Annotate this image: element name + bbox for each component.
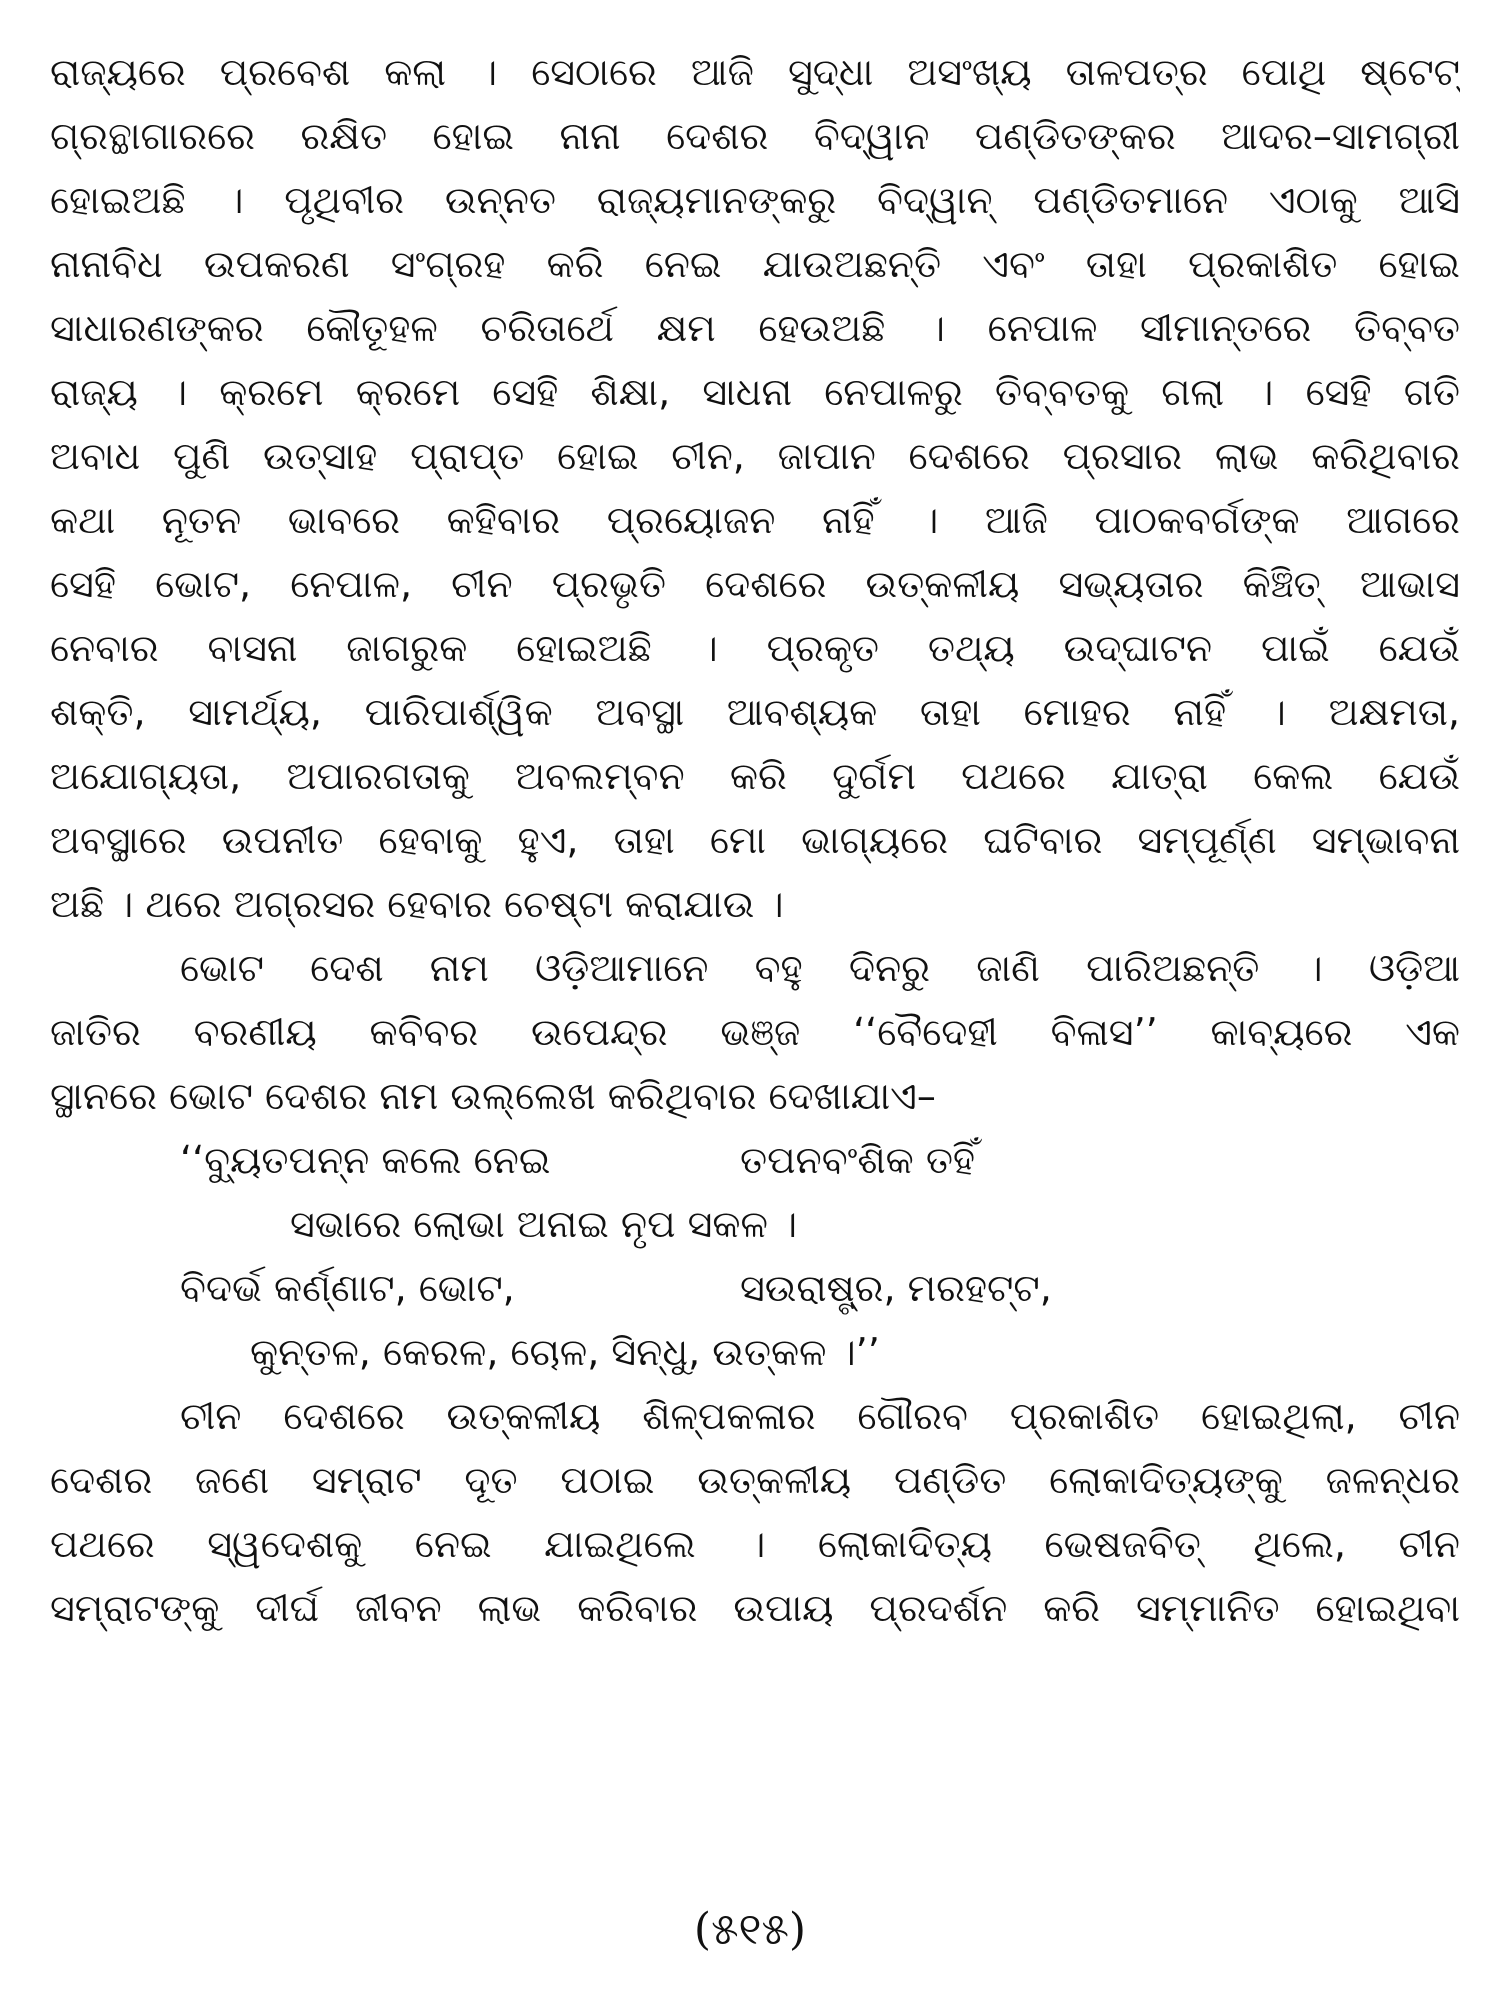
verse-line	[50, 1256, 1460, 1320]
paragraph-line: ଅବାଧ ପୁଣି ଉତ୍ସାହ ପ୍ରାପ୍ତ ହୋଇ ଚୀନ, ଜାପାନ ଦେଶରେ ପ୍ରସାର ଲାଭ କରିଥିବାର	[50, 434, 1460, 478]
verse-segment: ସଉରାଷ୍ଟ୍ର, ମରହଟ୍ଟ,	[740, 1266, 1052, 1310]
paragraph-line: ଶକ୍ତି, ସାମର୍ଥ୍ୟ, ପାରିପାର୍ଶ୍ୱିକ ଅବସ୍ଥା ଆବଶ୍ୟକ ତାହା ମୋହର ନାହିଁ । ଅକ୍ଷମତା,	[50, 690, 1460, 734]
paragraph-line: ସେହି ଭୋଟ, ନେପାଳ, ଚୀନ ପ୍ରଭୃତି ଦେଶରେ ଉତ୍କଳୀୟ ସଭ୍ୟତାର କିଞ୍ଚିତ୍ ଆଭାସ	[50, 562, 1460, 606]
verse-segment: ତପନବଂଶିକ ତହିଁ	[740, 1138, 976, 1182]
paragraph-line: ପଥରେ ସ୍ୱଦେଶକୁ ନେଇ ଯାଇଥିଲେ । ଲୋକାଦିତ୍ୟ ଭେଷଜବିତ୍ ଥିଲେ, ଚୀନ	[50, 1522, 1460, 1566]
paragraph-line: ଜାତିର ବରଣୀୟ କବିବର ଉପେନ୍ଦ୍ର ଭଞ୍ଜ ‘‘ବୈଦେହୀ ବିଳାସ’’ କାବ୍ୟରେ ଏକ	[50, 1010, 1460, 1054]
paragraph-line: ଅଯୋଗ୍ୟତା, ଅପାରଗତାକୁ ଅବଲମ୍ବନ କରି ଦୁର୍ଗମ ପଥରେ ଯାତ୍ରା କେଲ ଯେଉଁ	[50, 754, 1460, 798]
verse-line	[50, 1320, 1460, 1384]
paragraph-line: ସ୍ଥାନରେ ଭୋଟ ଦେଶର ନାମ ଉଲ୍ଲେଖ କରିଥିବାର ଦେଖାଯାଏ–	[50, 1074, 936, 1118]
paragraph-line: ଚୀନ ଦେଶରେ ଉତ୍କଳୀୟ ଶିଳ୍ପକଳାର ଗୌରବ ପ୍ରକାଶିତ ହୋଇଥିଲା, ଚୀନ	[180, 1394, 1460, 1438]
paragraph-line: ସମ୍ରାଟଙ୍କୁ ଦୀର୍ଘ ଜୀବନ ଲାଭ କରିବାର ଉପାୟ ପ୍ରଦର୍ଶନ କରି ସମ୍ମାନିତ ହୋଇଥିବା	[50, 1586, 1460, 1630]
paragraph-line: ଦେଶର ଜଣେ ସମ୍ରାଟ ଦୂତ ପଠାଇ ଉତ୍କଳୀୟ ପଣ୍ଡିତ ଲୋକାଦିତ୍ୟଙ୍କୁ ଜଳନ୍ଧର	[50, 1458, 1460, 1502]
paragraph-line: କଥା ନୂତନ ଭାବରେ କହିବାର ପ୍ରୟୋଜନ ନାହିଁ । ଆଜି ପାଠକବର୍ଗଙ୍କ ଆଗରେ	[50, 498, 1460, 542]
paragraph-line: ରାଜ୍ୟ । କ୍ରମେ କ୍ରମେ ସେହି ଶିକ୍ଷା, ସାଧନା ନେପାଳରୁ ତିବ୍ବତକୁ ଗଲା । ସେହି ଗତି	[50, 370, 1460, 414]
paragraph-line: ହୋଇଅଛି । ପୃଥିବୀର ଉନ୍ନତ ରାଜ୍ୟମାନଙ୍କରୁ ବିଦ୍ୱାନ୍ ପଣ୍ଡିତମାନେ ଏଠାକୁ ଆସି	[50, 178, 1460, 222]
paragraph-line: ଗ୍ରନ୍ଥାଗାରରେ ରକ୍ଷିତ ହୋଇ ନାନା ଦେଶର ବିଦ୍ୱାନ ପଣ୍ଡିତଙ୍କର ଆଦର–ସାମଗ୍ରୀ	[50, 114, 1460, 158]
paragraph-line: ନାନାବିଧ ଉପକରଣ ସଂଗ୍ରହ କରି ନେଇ ଯାଉଅଛନ୍ତି ଏବଂ ତାହା ପ୍ରକାଶିତ ହୋଇ	[50, 242, 1460, 286]
body-text	[50, 40, 1460, 1640]
verse-segment: ସଭାରେ ଲୋଭା ଅନାଇ ନୃପ ସକଳ ।	[290, 1202, 798, 1246]
paragraph-line: ସାଧାରଣଙ୍କର କୌତୂହଳ ଚରିତାର୍ଥେ କ୍ଷମ ହେଉଅଛି । ନେପାଳ ସୀମାନ୍ତରେ ତିବ୍ବତ	[50, 306, 1460, 350]
page-number: (୫୧୫)	[693, 1904, 807, 1955]
paragraph-line: ଅବସ୍ଥାରେ ଉପନୀତ ହେବାକୁ ହୁଏ, ତାହା ମୋ ଭାଗ୍ୟରେ ଘଟିବାର ସମ୍ପୂର୍ଣ୍ଣ ସମ୍ଭାବନା	[50, 818, 1460, 862]
paragraph-line: ନେବାର ବାସନା ଜାଗରୁକ ହୋଇଅଛି । ପ୍ରକୃତ ତଥ୍ୟ ଉଦ୍‌ଘାଟନ ପାଇଁ ଯେଉଁ	[50, 626, 1460, 670]
paragraph-line: ଭୋଟ ଦେଶ ନାମ ଓଡ଼ିଆମାନେ ବହୁ ଦିନରୁ ଜାଣି ପାରିଅଛନ୍ତି । ଓଡ଼ିଆ	[180, 946, 1460, 990]
verse-line	[50, 1128, 1460, 1192]
paragraph-line: ଅଛି । ଥରେ ଅଗ୍ରସର ହେବାର ଚେଷ୍ଟା କରାଯାଉ ।	[50, 882, 784, 926]
verse-line	[50, 1192, 1460, 1256]
verse-segment: ବିଦର୍ଭ କର୍ଣ୍ଣାଟ, ଭୋଟ,	[180, 1266, 515, 1310]
verse-segment: କୁନ୍ତଳ, କେରଳ, ଚୋଳ, ସିନ୍ଧୁ, ଉତ୍କଳ ।’’	[250, 1330, 880, 1374]
paragraph-line: ରାଜ୍ୟରେ ପ୍ରବେଶ କଲା । ସେଠାରେ ଆଜି ସୁଦ୍ଧା ଅସଂଖ୍ୟ ତାଳପତ୍ର ପୋଥି ଷ୍ଟେଟ୍	[50, 50, 1460, 94]
verse-segment: ‘‘ବ୍ୟୁତପନ୍ନ କଲେ ନେଇ	[180, 1138, 551, 1182]
